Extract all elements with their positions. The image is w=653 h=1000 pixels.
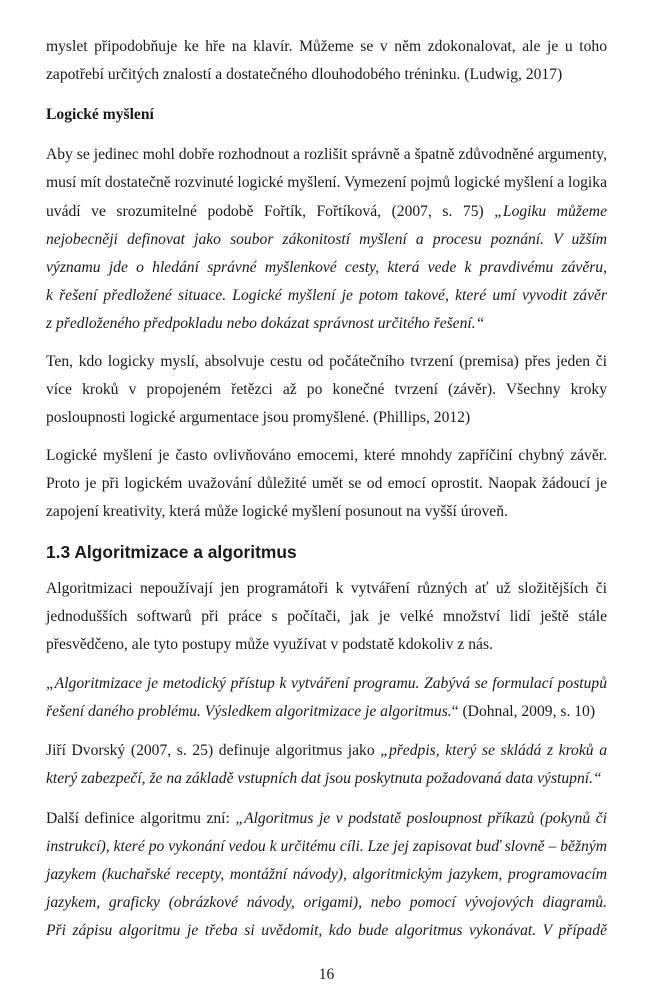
body-line	[46, 201, 607, 223]
body-line: Logické myšlení je často ovlivňováno emocemi, které mnohdy zapříčiní chybný závěr.	[46, 447, 607, 464]
page-number: 16	[318, 966, 335, 983]
quote-text: „předpis, který se skládá z kroků a	[380, 742, 607, 759]
body-line: musí mít dostatečně rozvinuté logické myšlení. Vymezení pojmů logické myšlení a logika	[46, 174, 607, 191]
quote-line: jazykem, graficky (obrázkové návody, origami), nebo pomocí vývojových diagramů.	[46, 894, 607, 911]
quote-line: „Algoritmizace je metodický přístup k vytváření programu. Zabývá se formulací postupů	[46, 675, 607, 692]
quote-line: který zabezpečí, že na základě vstupních dat jsou poskytnuta požadovaná data výstupní.“	[46, 770, 602, 787]
body-line: Algoritmizaci nepoužívají jen programátoři k vytváření různých ať už složitějších či	[46, 580, 607, 597]
body-line: Aby se jedinec mohl dobře rozhodnout a rozlišit správně a špatně zdůvodněné argumenty,	[46, 146, 607, 163]
quote-line: významu jde o hledání správné myšlenkové cesty, která vede k pravdivému závěru,	[46, 259, 607, 276]
body-line	[46, 701, 595, 723]
quote-text: „Algoritmus je v podstatě posloupnost příkazů (pokynů či	[235, 810, 607, 827]
quote-line: z předloženého předpokladu nebo dokázat správnost určitého řešení.“	[46, 315, 485, 332]
body-text: uvádí ve srozumitelné podobě Fořtík, Fořtíková, (2007, s. 75)	[46, 203, 495, 220]
body-line: Ten, kdo logicky myslí, absolvuje cestu od počátečního tvrzení (premisa) přes jeden či	[46, 353, 607, 370]
quote-text: řešení daného problému. Výsledkem algoritmizace je algoritmus.	[46, 703, 452, 720]
body-line: posloupnosti logické argumentace jsou promyšlené. (Phillips, 2012)	[46, 409, 471, 426]
quote-line: nejobecněji definovat jako soubor zákonitostí myšlení a procesu poznání. V užším	[46, 231, 607, 248]
body-line: přesvědčeno, ale tyto postupy může využívat v podstatě kdokoliv z nás.	[46, 636, 493, 653]
quote-line: Při zápisu algoritmu je třeba si uvědomit, kdo bude algoritmus vykonávat. V případě	[46, 922, 607, 939]
citation-text: “ (Dohnal, 2009, s. 10)	[451, 703, 596, 720]
quote-line: k řešení předložené situace. Logické myšlení je potom takové, které umí vyvodit závěr	[46, 287, 607, 304]
body-line: myslet připodobňuje ke hře na klavír. Můžeme se v něm zdokonalovat, ale je u toho	[46, 38, 607, 55]
body-line: jednodušších softwarů při práce s počítači, jak je velké množství lidí ještě stále	[46, 608, 607, 625]
body-line	[46, 740, 607, 762]
body-text: Další definice algoritmu zní:	[46, 810, 236, 827]
body-line	[46, 808, 607, 830]
subheading-logical-thinking: Logické myšlení	[46, 106, 154, 123]
quote-line: instrukcí), které po vykonání vedou k určitému cíli. Lze jej zapisovat buď slovně – běžným	[46, 838, 607, 855]
body-text: Jiří Dvorský (2007, s. 25) definuje algoritmus jako	[46, 742, 381, 759]
body-line: zapojení kreativity, která může logické myšlení posunout na vyšší úroveň.	[46, 503, 508, 520]
quote-text: „Logiku můžeme	[494, 203, 607, 220]
section-heading: 1.3 Algoritmizace a algoritmus	[46, 542, 297, 562]
body-line: Proto je při logickém uvažování důležité umět se od emocí oprostit. Naopak žádoucí je	[46, 475, 607, 492]
body-line: více kroků v propojeném řetězci až po konečné tvrzení (závěr). Všechny kroky	[46, 381, 607, 398]
body-line: zapotřebí určitých znalostí a dostatečného dlouhodobého tréninku. (Ludwig, 2017)	[46, 66, 563, 83]
quote-line: jazykem (kuchařské recepty, montážní návody), algoritmickým jazykem, programovacím	[46, 866, 607, 883]
